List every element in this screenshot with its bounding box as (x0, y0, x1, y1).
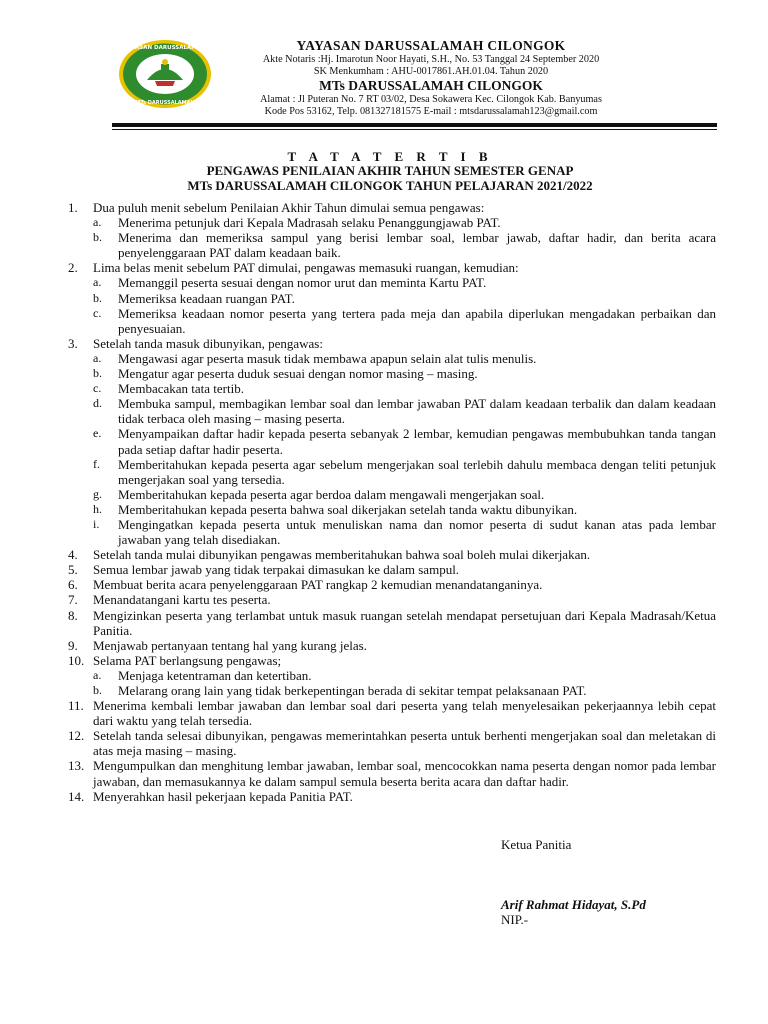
signature-role: Ketua Panitia (501, 837, 572, 852)
rule-number: 1. (68, 200, 78, 215)
rule-subitem (93, 215, 716, 230)
rule-number: 14. (68, 788, 85, 804)
letterhead-divider-thick (112, 123, 717, 127)
rule-item (68, 547, 716, 562)
rule-subitem (93, 381, 716, 396)
subitem-letter: a. (93, 215, 102, 230)
subitem-text: Memberitahukan kepada peserta agar sebelum mengerjakan soal terlebih dahulu membaca dengan teliti petunjuk mengerjakan soal yang tersedia. (118, 456, 716, 487)
rule-number: 13. (68, 758, 85, 774)
rule-number: 9. (68, 637, 78, 653)
rule-text: Setelah tanda masuk dibunyikan, pengawas: (93, 335, 323, 351)
subitem-text: Memberitahukan kepada peserta bahwa soal dikerjakan setelah tanda waktu dibunyikan. (118, 501, 578, 517)
rule-item (68, 200, 716, 215)
rule-item (68, 789, 716, 804)
rule-subitem (93, 517, 716, 547)
rule-text: Menandatangani kartu tes peserta. (93, 592, 271, 608)
subitem-letter: b. (93, 366, 102, 381)
rule-number: 11. (68, 698, 84, 714)
subitem-text: Mengatur agar peserta duduk sesuai dengan nomor masing – masing. (118, 366, 478, 382)
foundation-name: YAYASAN DARUSSALAMAH CILONGOK (296, 38, 566, 53)
rule-subitem (93, 426, 716, 456)
subitem-text: Menerima dan memeriksa sampul yang berisi lembar soal, lembar jawab, daftar hadir, dan berita acara penyelenggaraan PAT dalam keadaan baik. (118, 230, 716, 261)
signature-name: Arif Rahmat Hidayat, S.Pd (501, 897, 646, 912)
subitem-text: Memanggil peserta sesuai dengan nomor urut dan meminta Kartu PAT. (118, 275, 487, 291)
rule-number: 6. (68, 577, 78, 593)
rule-text: Semua lembar jawab yang tidak terpakai dimasukan ke dalam sampul. (93, 562, 460, 578)
rule-number: 10. (68, 652, 85, 668)
sk-menkumham: SK Menkumham : AHU-0017861.AH.01.04. Tahun 2020 (313, 66, 549, 77)
rule-subitem (93, 306, 716, 336)
rule-item (68, 592, 716, 607)
rule-subitem (93, 487, 716, 502)
rule-number: 12. (68, 728, 85, 744)
subitem-letter: a. (93, 667, 102, 682)
doc-subtitle-1: PENGAWAS PENILAIAN AKHIR TAHUN SEMESTER GENAP (206, 163, 574, 178)
subitem-text: Melarang orang lain yang tidak berkepentingan berada di sekitar tempat pelaksanaan PAT. (118, 683, 587, 698)
subitem-text: Menerima petunjuk dari Kepala Madrasah selaku Penanggungjawab PAT. (118, 215, 501, 231)
rule-item (68, 608, 716, 638)
rule-item (68, 260, 716, 275)
svg-text:YAYASAN DARUSSALAMAH: YAYASAN DARUSSALAMAH (124, 45, 206, 51)
school-name: MTs DARUSSALAMAH CILONGOK (319, 78, 543, 93)
subitem-text: Memeriksa keadaan nomor peserta yang tertera pada meja dan apabila diperlukan mengadakan perbaikan dan penyesuaian. (118, 305, 716, 336)
rule-text: Selama PAT berlangsung pengawas; (93, 652, 282, 668)
letterhead (200, 38, 662, 118)
rule-number: 7. (68, 592, 78, 608)
rule-item (68, 728, 716, 758)
rule-subitem (93, 366, 716, 381)
rule-number: 3. (68, 335, 78, 351)
rules-list (68, 200, 716, 804)
doc-title: T A T A T E R T I B (287, 149, 493, 164)
rule-subitem (93, 275, 716, 290)
rule-subitem (93, 457, 716, 487)
rule-text: Membuat berita acara penyelenggaraan PAT rangkap 2 kemudian menandatanganinya. (93, 577, 543, 593)
rule-item (68, 577, 716, 592)
rule-number: 2. (68, 260, 78, 276)
logo-emblem (117, 38, 213, 110)
subitem-letter: c. (93, 305, 102, 320)
subitem-text: Membuka sampul, membagikan lembar soal dan lembar jawaban PAT dalam keadaan terbalik dan dalam keadaan tidak terbaca oleh masing – masing peserta. (118, 396, 716, 427)
letterhead-divider-thin (112, 129, 717, 130)
rule-text: Dua puluh menit sebelum Penilaian Akhir Tahun dimulai semua pengawas: (93, 200, 485, 215)
subitem-letter: a. (93, 275, 102, 290)
rule-subitem (93, 396, 716, 426)
rule-item (68, 562, 716, 577)
school-address: Alamat : Jl Puteran No. 7 RT 03/02, Desa Sokawera Kec. Cilongok Kab. Banyumas (260, 94, 602, 105)
signature-nip: NIP.- (501, 912, 529, 927)
rule-text: Setelah tanda mulai dibunyikan pengawas memberitahukan bahwa soal boleh mulai dikerjakan. (93, 547, 591, 563)
rule-number: 8. (68, 607, 78, 623)
school-contact: Kode Pos 53162, Telp. 081327181575 E-mail : mtsdarussalamah123@gmail.com (264, 106, 598, 117)
rule-text: Mengizinkan peserta yang terlambat untuk masuk ruangan setelah mendapat persetujuan dari Kepala Madrasah/Ketua Panitia. (93, 607, 716, 638)
subitem-text: Memeriksa keadaan ruangan PAT. (118, 290, 295, 306)
svg-text:MTs DARUSSALAMAH: MTs DARUSSALAMAH (135, 100, 195, 106)
subitem-text: Menjaga ketentraman dan ketertiban. (118, 667, 312, 683)
subitem-text: Mengawasi agar peserta masuk tidak membawa apapun selain alat tulis menulis. (118, 350, 537, 366)
rule-number: 4. (68, 547, 78, 563)
doc-subtitle-2: MTs DARUSSALAMAH CILONGOK TAHUN PELAJARAN 2021/2022 (187, 178, 593, 193)
subitem-letter: d. (93, 396, 102, 411)
rule-subitem (93, 230, 716, 260)
rule-subitem (93, 502, 716, 517)
subitem-letter: e. (93, 426, 102, 441)
rule-subitem (93, 291, 716, 306)
rule-text: Menerima kembali lembar jawaban dan lembar soal dari peserta yang telah menyelesaikan pekerjaannya lebih cepat dari waktu yang telah tersedia. (93, 698, 716, 729)
rule-text: Lima belas menit sebelum PAT dimulai, pengawas memasuki ruangan, kemudian: (93, 260, 519, 276)
rule-subitem (93, 683, 716, 698)
notary-deed: Akte Notaris :Hj. Imarotun Noor Hayati, S.H., No. 53 Tanggal 24 September 2020 (262, 54, 600, 65)
subitem-letter: b. (93, 290, 102, 305)
subitem-letter: g. (93, 486, 102, 501)
rule-item (68, 758, 716, 788)
rule-text: Menyerahkan hasil pekerjaan kepada Panitia PAT. (93, 788, 353, 804)
subitem-text: Menyampaikan daftar hadir kepada peserta sebanyak 2 lembar, kemudian pengawas membubuhkan tanda tangan pada setiap daftar hadir peserta. (118, 426, 716, 457)
rule-text: Setelah tanda selesai dibunyikan, pengawas memerintahkan peserta untuk berhenti mengerjakan soal dan meletakan di atas meja masing – masing. (93, 728, 716, 759)
school-logo (117, 38, 213, 110)
rule-item (68, 653, 716, 668)
subitem-letter: b. (93, 230, 102, 245)
rule-subitem (93, 668, 716, 683)
rule-text: Mengumpulkan dan menghitung lembar jawaban, lembar soal, mencocokkan nama peserta dengan nomor pada lembar jawaban, dan memasukannya ke dalam sampul semula beserta berita acara dan daftar hadir. (93, 758, 716, 789)
subitem-letter: a. (93, 350, 102, 365)
rule-subitem (93, 351, 716, 366)
rule-item (68, 698, 716, 728)
subitem-letter: i. (93, 516, 100, 531)
subitem-text: Membacakan tata tertib. (118, 381, 244, 397)
rule-item (68, 638, 716, 653)
subitem-letter: c. (93, 381, 102, 396)
subitem-text: Mengingatkan kepada peserta untuk menuliskan nama dan nomor peserta di sudut kanan atas pada lembar jawaban yang telah disediakan. (118, 516, 716, 548)
subitem-letter: b. (93, 683, 102, 697)
subitem-text: Memberitahukan kepada peserta agar berdoa dalam mengawali mengerjakan soal. (118, 486, 545, 502)
rule-item (68, 336, 716, 351)
subitem-letter: h. (93, 501, 102, 516)
subitem-letter: f. (93, 456, 100, 471)
rule-number: 5. (68, 562, 78, 578)
rule-text: Menjawab pertanyaan tentang hal yang kurang jelas. (93, 637, 367, 653)
